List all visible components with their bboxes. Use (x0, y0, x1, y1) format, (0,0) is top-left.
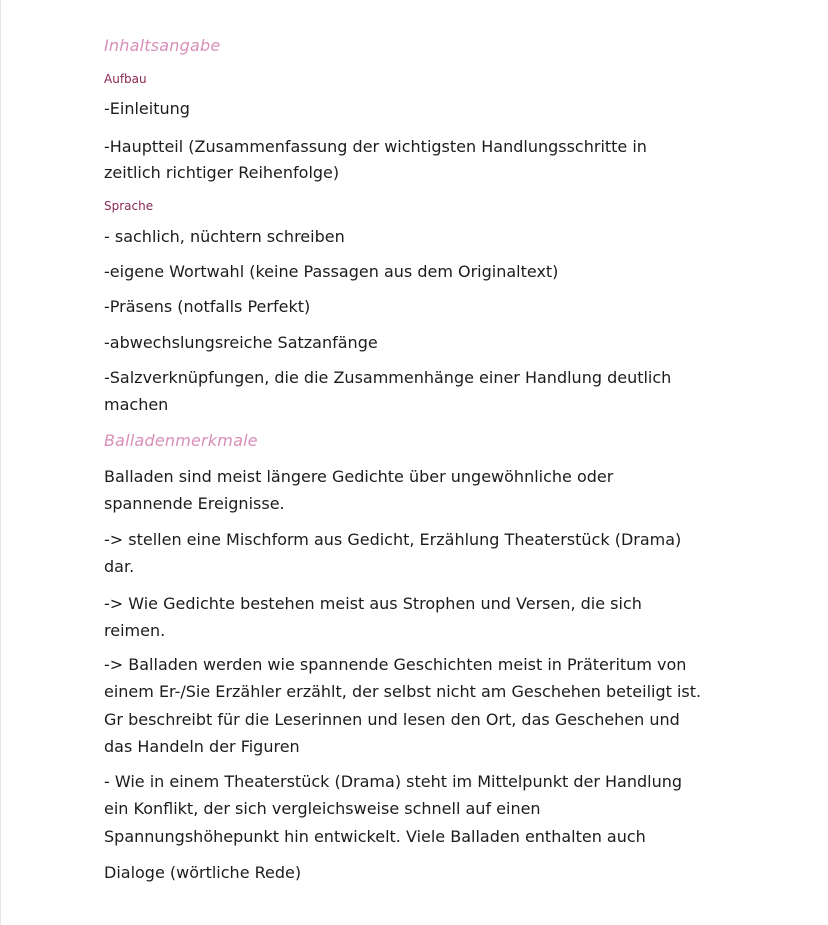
ballad-line: reimen. (104, 621, 166, 640)
structure-item: zeitlich richtiger Reihenfolge) (104, 163, 340, 182)
subheading-aufbau: Aufbau (104, 72, 147, 86)
structure-item: -Hauptteil (Zusammenfassung der wichtigsten Handlungsschritte in (104, 137, 647, 156)
ballad-line: das Handeln der Figuren (104, 737, 300, 756)
ballad-line: Gr beschreibt für die Leserinnen und lesen den Ort, das Geschehen und (104, 710, 680, 729)
language-item: -abwechslungsreiche Satzanfänge (104, 333, 378, 352)
heading-inhaltsangabe: Inhaltsangabe (104, 36, 221, 55)
ballad-line: ein Konflikt, der sich vergleichsweise schnell auf einen (104, 799, 541, 818)
ballad-line: einem Er-/Sie Erzähler erzählt, der selbst nicht am Geschehen beteiligt ist. (104, 682, 702, 701)
ballad-line: dar. (104, 557, 135, 576)
ballad-line: -> stellen eine Mischform aus Gedicht, Erzählung Theaterstück (Drama) (104, 530, 682, 549)
ballad-line: - Wie in einem Theaterstück (Drama) steht im Mittelpunkt der Handlung (104, 772, 683, 791)
language-item: -eigene Wortwahl (keine Passagen aus dem Originaltext) (104, 262, 559, 281)
language-item: - sachlich, nüchtern schreiben (104, 227, 345, 246)
language-item: machen (104, 395, 169, 414)
language-item: -Präsens (notfalls Perfekt) (104, 297, 311, 316)
ballad-line: -> Balladen werden wie spannende Geschichten meist in Präteritum von (104, 655, 687, 674)
ballad-line: Balladen sind meist längere Gedichte über ungewöhnliche oder (104, 467, 614, 486)
subheading-sprache: Sprache (104, 199, 154, 213)
structure-item: -Einleitung (104, 99, 190, 118)
ballad-line: -> Wie Gedichte bestehen meist aus Strophen und Versen, die sich (104, 594, 642, 613)
ballad-line: spannende Ereignisse. (104, 494, 285, 513)
language-item: -Salzverknüpfungen, die die Zusammenhänge einer Handlung deutlich (104, 368, 672, 387)
ballad-line: Dialoge (wörtliche Rede) (104, 863, 302, 882)
ballad-line: Spannungshöhepunkt hin entwickelt. Viele Balladen enthalten auch (104, 827, 646, 846)
heading-balladenmerkmale: Balladenmerkmale (104, 431, 258, 450)
